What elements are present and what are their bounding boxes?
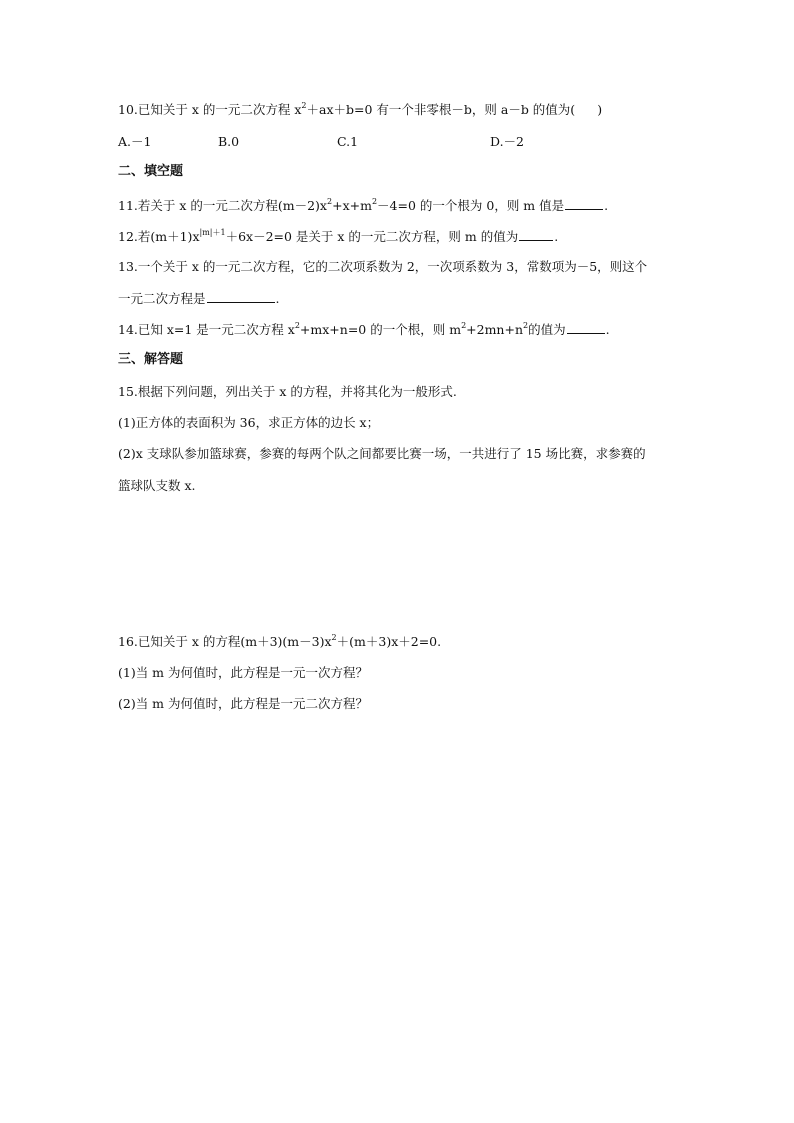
answer-blank[interactable] xyxy=(567,321,605,334)
question-12: 12.若$(m+1)x^{|m|+1}+6x-2=0$ 是关于 x 的一元二次方程，则 m 的值为 . xyxy=(118,227,559,244)
question-16-part2: (2)当 m 为何值时，此方程是一元二次方程？ xyxy=(118,696,369,711)
question-15-part2-line1: (2)x 支球队参加篮球赛，参赛的每两个队之间都要比赛一场，一共进行了 15 场比赛，求参赛的 xyxy=(118,446,646,461)
question-13-line1: 13.一个关于 x 的一元二次方程，它的二次项系数为 2，一次项系数为 3，常数项为－5，则这个 xyxy=(118,259,648,274)
question-16-part1: (1)当 m 为何值时，此方程是一元一次方程？ xyxy=(118,665,369,680)
question-10-stem: 10.已知关于 x 的一元二次方程 $x^2+ax+b=0$ 有一个非零根－b，则 a－b 的值为( ) xyxy=(118,100,603,117)
question-13-line2: 一元二次方程是 . xyxy=(118,291,280,306)
section-answer-title: 三、解答题 xyxy=(118,352,184,367)
question-16-stem: 16.已知关于 x 的方程$(m+3)(m-3)x^2+(m+3)x+2=0$. xyxy=(118,632,442,649)
question-11: 11.若关于 x 的一元二次方程$(m-2)x^2+x+m^2-4=0$ 的一个根为 0，则 m 值是 . xyxy=(118,196,609,213)
question-14: 14.已知 x=1 是一元二次方程 $x^2+mx+n=0$ 的一个根，则 $m^2+2mn+n^2$的值为 . xyxy=(118,320,610,337)
question-15-stem: 15.根据下列问题，列出关于 x 的方程，并将其化为一般形式. xyxy=(118,384,457,399)
choice-b: B.0 xyxy=(218,134,240,149)
question-15-part2-line2: 篮球队支数 x. xyxy=(118,478,196,493)
choice-c: C.1 xyxy=(337,134,359,149)
choice-d: D.－2 xyxy=(490,134,525,149)
answer-blank[interactable] xyxy=(519,228,553,241)
section-fill-in-title: 二、填空题 xyxy=(118,164,184,179)
answer-blank[interactable] xyxy=(207,290,275,303)
answer-blank[interactable] xyxy=(565,197,603,210)
question-15-part1: (1)正方体的表面积为 36，求正方体的边长 x； xyxy=(118,415,380,430)
choice-a: A.－1 xyxy=(118,134,152,149)
